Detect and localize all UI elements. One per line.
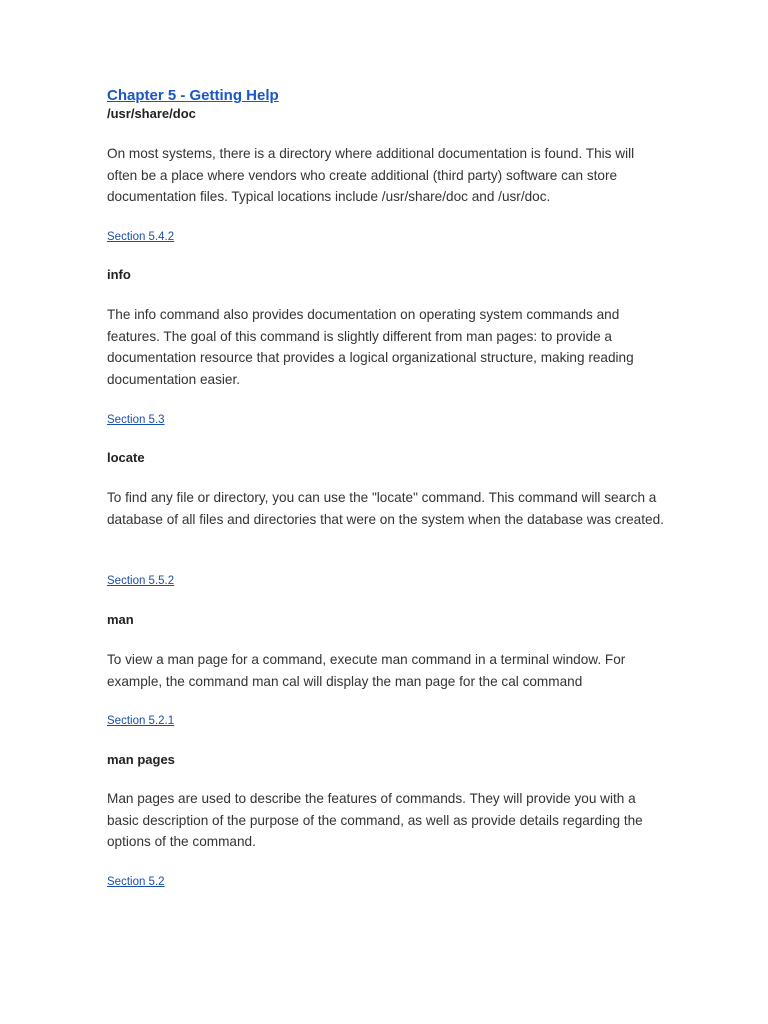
section-link[interactable]: Section 5.3 — [107, 414, 165, 426]
entry-term: info — [107, 267, 131, 282]
entry-description: To view a man page for a command, execute man command in a terminal window. For example, the command man cal will display the man page for the cal command — [107, 652, 626, 689]
section-link[interactable]: Section 5.5.2 — [107, 575, 175, 587]
entry-term: locate — [107, 450, 145, 465]
entry-description: The info command also provides documentation on operating system commands and features. The goal of this command is slightly different from man pages: to provide a documentation resource that provides a logical organizational structure, making reading documentation easier. — [107, 307, 634, 388]
entry-term: man — [107, 612, 134, 627]
section-link[interactable]: Section 5.4.2 — [107, 231, 175, 243]
section-link[interactable]: Section 5.2.1 — [107, 715, 175, 727]
entry-term: man pages — [107, 752, 175, 767]
section-link[interactable]: Section 5.2 — [107, 876, 165, 888]
entry-description: To find any file or directory, you can use the "locate" command. This command will search a database of all files and directories that were on the system when the database was created. — [107, 490, 664, 527]
entry-term: /usr/share/doc — [107, 106, 196, 121]
entry-description: On most systems, there is a directory where additional documentation is found. This will often be a place where vendors who create additional (third party) software can store documentation files. Typical locations include /usr/share/doc and /usr/doc. — [107, 146, 635, 205]
entry-description: Man pages are used to describe the features of commands. They will provide you with a basic description of the purpose of the command, as well as provide details regarding the options of the command. — [107, 791, 643, 850]
chapter-title-link[interactable]: Chapter 5 - Getting Help — [107, 87, 279, 104]
